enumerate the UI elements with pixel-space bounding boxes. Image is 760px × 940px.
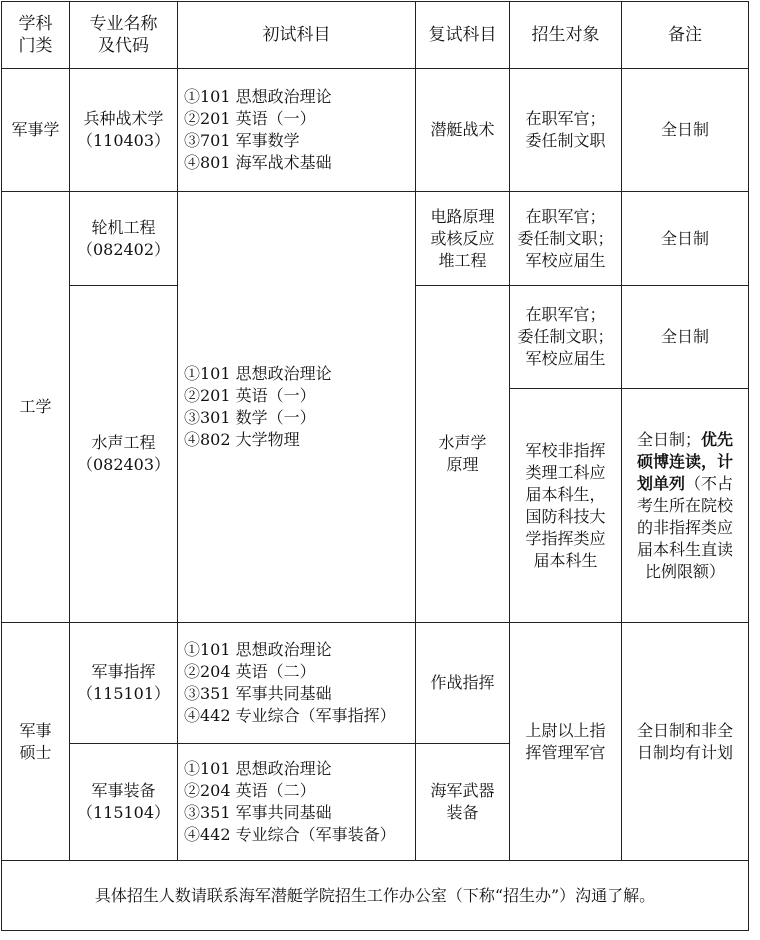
header-retest: 复试科目	[416, 2, 510, 69]
exam-subject: ④442 专业综合（军事装备）	[184, 825, 396, 844]
exam-subject: ②204 英语（二）	[184, 662, 316, 681]
retest-cell: 电路原理 或核反应 堆工程	[416, 192, 510, 286]
exam-subject: ②204 英语（二）	[184, 781, 316, 800]
major-code: （115101）	[76, 684, 171, 703]
header-category: 学科 门类	[2, 2, 70, 69]
header-exam-subjects: 初试科目	[178, 2, 416, 69]
header-major: 专业名称 及代码	[70, 2, 178, 69]
retest-cell: 海军武器 装备	[416, 744, 510, 861]
major-name: 轮机工程	[91, 217, 156, 237]
target-cell: 在职军官； 委任制文职； 军校应届生	[510, 286, 622, 389]
major-code: （082402）	[76, 239, 171, 259]
header-row	[2, 2, 749, 69]
major-name: 军事指挥	[91, 662, 156, 681]
note-cell: 全日制	[622, 286, 749, 389]
retest-cell: 潜艇战术	[416, 69, 510, 192]
exam-subject: ①101 思想政治理论	[184, 87, 332, 106]
exam-subject: ④802 大学物理	[184, 430, 300, 449]
major-name: 水声工程	[91, 433, 156, 452]
target-cell: 在职军官； 委任制文职	[510, 69, 622, 192]
note-cell: 全日制和非全 日制均有计划	[622, 623, 749, 861]
major-cell	[70, 744, 178, 861]
major-code: （082403）	[76, 455, 171, 474]
note-cell: 全日制；优先 硕博连读，计 划单列（不占 考生所在院校 的非指挥类应 届本科生直读 比例限额）	[622, 389, 749, 623]
exam-subject: ③351 军事共同基础	[184, 684, 332, 703]
major-cell	[70, 69, 178, 192]
exam-subject: ②201 英语（一）	[184, 109, 316, 128]
exam-subject: ③701 军事数学	[184, 131, 300, 150]
table-row	[2, 69, 749, 192]
exam-subject: ①101 思想政治理论	[184, 364, 332, 383]
major-cell	[70, 286, 178, 623]
category-cell: 军事学	[2, 69, 70, 192]
table-row	[2, 192, 749, 286]
header-note: 备注	[622, 2, 749, 69]
exam-subject: ①101 思想政治理论	[184, 640, 332, 659]
category-cell: 军事 硕士	[2, 623, 70, 861]
major-code: （110403）	[76, 131, 171, 150]
retest-cell: 水声学 原理	[416, 286, 510, 623]
exam-subject: ③301 数学（一）	[184, 408, 316, 427]
note-cell: 全日制	[622, 192, 749, 286]
exam-subject: ④442 专业综合（军事指挥）	[184, 706, 396, 725]
target-cell: 在职军官； 委任制文职； 军校应届生	[510, 192, 622, 286]
exam-subjects-cell	[178, 69, 416, 192]
footer-note: 具体招生人数请联系海军潜艇学院招生工作办公室（下称“招生办”）沟通了解。	[2, 861, 749, 931]
exam-subject: ①101 思想政治理论	[184, 759, 332, 778]
exam-subjects-cell	[178, 623, 416, 744]
exam-subjects-cell	[178, 744, 416, 861]
table-row	[2, 623, 749, 744]
target-cell: 上尉以上指 挥管理军官	[510, 623, 622, 861]
note-cell: 全日制	[622, 69, 749, 192]
major-name: 兵种战术学	[83, 109, 164, 128]
exam-subject: ②201 英语（一）	[184, 386, 316, 405]
exam-subjects-cell	[178, 192, 416, 623]
major-cell	[70, 192, 178, 286]
target-cell: 军校非指挥 类理工科应 届本科生， 国防科技大 学指挥类应 届本科生	[510, 389, 622, 623]
header-target: 招生对象	[510, 2, 622, 69]
retest-cell: 作战指挥	[416, 623, 510, 744]
exam-subject: ④801 海军战术基础	[184, 153, 332, 172]
major-code: （115104）	[76, 803, 171, 822]
exam-subject: ③351 军事共同基础	[184, 803, 332, 822]
enrollment-table	[1, 1, 749, 931]
category-cell: 工学	[2, 192, 70, 623]
footer-row	[2, 861, 749, 931]
major-cell	[70, 623, 178, 744]
major-name: 军事装备	[91, 781, 156, 800]
